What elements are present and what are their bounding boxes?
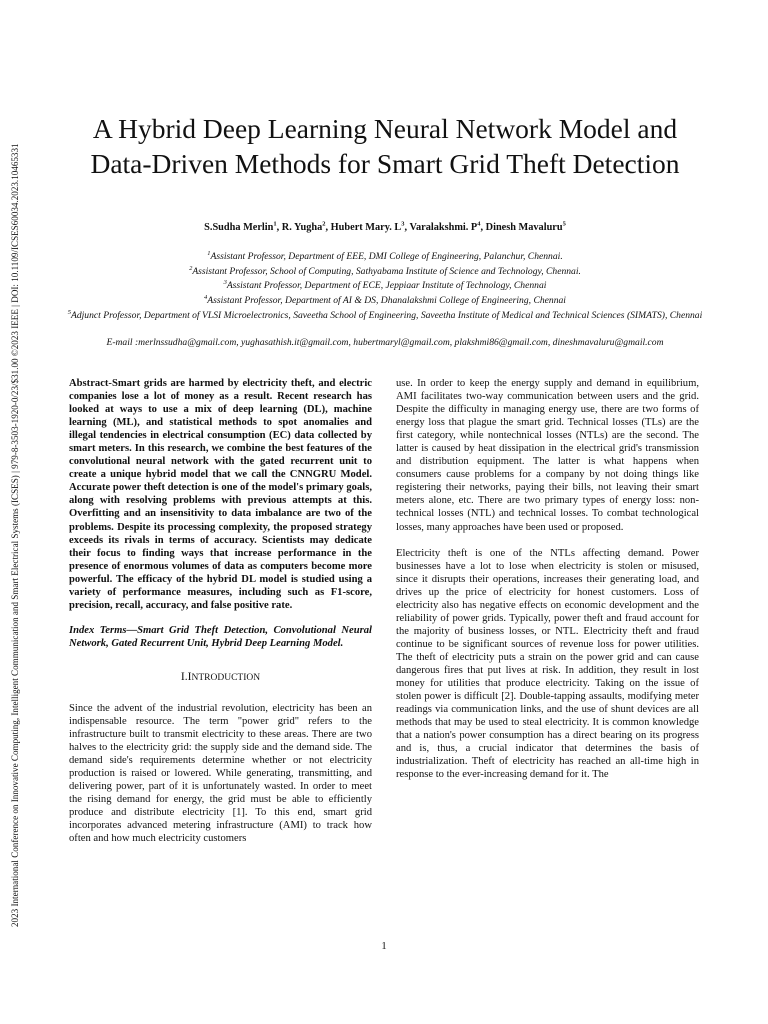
author-list: [60, 221, 710, 233]
abstract-label: Abstract-: [69, 378, 112, 389]
affiliation: $^2$Assistant Professor, School of Computing, Sathyabama Institute of Science and Technology, Chennai.: [189, 264, 581, 277]
left-column: [69, 377, 372, 846]
author: S.Sudha Merlin$^1$,: [204, 221, 282, 234]
body-paragraph: Electricity theft is one of the NTLs affecting demand. Power businesses have a lot to lose when electricity is stolen or misused, since it disrupts their operations, increases their generating load, and drives up the price of electricity for honest customers. Loss of electricity also has negative effects on economic development and the reliability of power grids. Typically, power theft and fraud account for the majority of business losses, or NTL. Electricity theft and fraud continue to be significant sources of revenue loss for power utilities. The theft of electricity puts a strain on the power grid and can cause dangerous fires that put lives at risk. In addition, they result in lost money for utilities that produce electricity. Taking on the issue of stolen power is difficult [2]. Double-tapping assaults, modifying meter readings via communication links, and the use of shunt devices are all methods that may be used to steal electricity. It is common knowledge that a nation's power consumption has a direct bearing on its progress and is, thus, a crucial indicator that determines the basis of industrialization. Theft of electricity has reached an all-time high in response to the ever-increasing demand for it. The: [396, 547, 699, 781]
author: Dinesh Mavaluru$^5$: [485, 221, 566, 234]
affiliation-list: [60, 248, 710, 321]
body-paragraph: Since the advent of the industrial revolution, electricity has been an indispensable resource. The term "power grid" refers to the infrastructure built to transmit electricity to these areas. There are two halves to the electricity grid: the supply side and the demand side. The demand side's requirements determine whether or not electricity production is raised or lowered. While generating, transmitting, and delivering power, part of it is unfortunately wasted. In order to meet the rising demand for energy, the grid must be able to efficiently produce and distribute electricity [1]. To this end, smart grid incorporates advanced metering infrastructure (AMI) to track how often and how much electricity customers: [69, 702, 372, 845]
author: Varalakshmi. $P^4$,: [409, 221, 486, 234]
affiliation: $^1$Assistant Professor, Department of EEE, DMI College of Engineering, Palanchur, Chennai.: [207, 250, 563, 263]
section-heading-introduction: I.INTRODUCTION: [180, 669, 261, 683]
affiliation: $^3$Assistant Professor, Department of ECE, Jeppiaar Institute of Technology, Chennai: [223, 279, 547, 292]
right-column: [396, 377, 699, 781]
page-number: 1: [381, 941, 387, 952]
author: Hubert Mary. $L^3$,: [330, 221, 410, 234]
body-paragraph: use. In order to keep the energy supply and demand in equilibrium, AMI facilitates two-way communication between users and the grid. Despite the difficulty in managing energy use, there are two forms of energy loss that plague the smart grid. Technical losses (TLs) are the first category, while nontechnical losses (NTLs) are the second. The latter is caused by heat dissipation in the electrical grid's transmission and distribution equipment. The latter is what happens when consumers cause problems for a company by not doing things like registering their networks, paying their bills, not leaving their smart meters alone, etc. There are two primary types of energy loss: non-technical losses (NTL) and technical losses. To combat technological losses, many approaches have been used or proposed.: [396, 378, 699, 533]
paper-title: A Hybrid Deep Learning Neural Network Model and Data-Driven Methods for Smart Grid Theft Detection: [90, 113, 680, 179]
email-line: E-mail :merlnssudha@gmail.com, yughasathish.it@gmail.com, hubertmaryl@gmail.com, plakshmi86@gmail.com, dineshmavaluru@gmail.com: [106, 337, 664, 348]
author: R. Yugha$^2$,: [281, 221, 331, 234]
abstract: [69, 377, 372, 612]
abstract-text: Smart grids are harmed by electricity theft, and electric companies lose a lot of money as a result. Recent research has looked at ways to use a mix of deep learning (DL), machine learning (ML), and statistical methods to spot anomalies and illegal tendencies in electrical consumption (EC) data collected by smart meters. In this research, we combine the best features of the convolutional neural network with the gated recurrent unit to create a unique hybrid model that we call the CNNGRU Model. Accurate power theft detection is one of the model's primary goals, along with resolving problems with previous attempts at this. Overfitting and an insensitivity to data imbalance are two of the problems. Despite its processing complexity, the proposed strategy exceeds its rivals in terms of accuracy. Scientists may dedicate their focus to finding ways that increase performance in the presence of enormous volumes of data as computers become more powerful. The efficacy of the hybrid DL model is studied using a variety of performance measures, including such as F1-score, precision, recall, accuracy, and false positive rate.: [69, 378, 372, 611]
affiliation: $^4$Assistant Professor, Department of AI & DS, Dhanalakshmi College of Engineering, Chennai: [204, 294, 566, 307]
affiliation: $^5$Adjunct Professor, Department of VLSI Microelectronics, Saveetha School of Engineering, Saveetha Institute of Medical and Technical Sciences (SIMATS), Chennai: [67, 308, 703, 321]
index-terms: Index Terms—Smart Grid Theft Detection, Convolutional Neural Network, Gated Recurrent Unit, Hybrid Deep Learning Model.: [69, 624, 372, 649]
conference-citation-text: 2023 International Conference on Innovative Computing, Intelligent Communication and Smart Electrical Systems (ICSES) | 979-8-3503-1920-0/23/$31.00 ©2023 IEEE | DOI: 10.1109/ICSES60034.2023.10465331: [10, 143, 20, 927]
conference-sidebar: [10, 97, 30, 927]
